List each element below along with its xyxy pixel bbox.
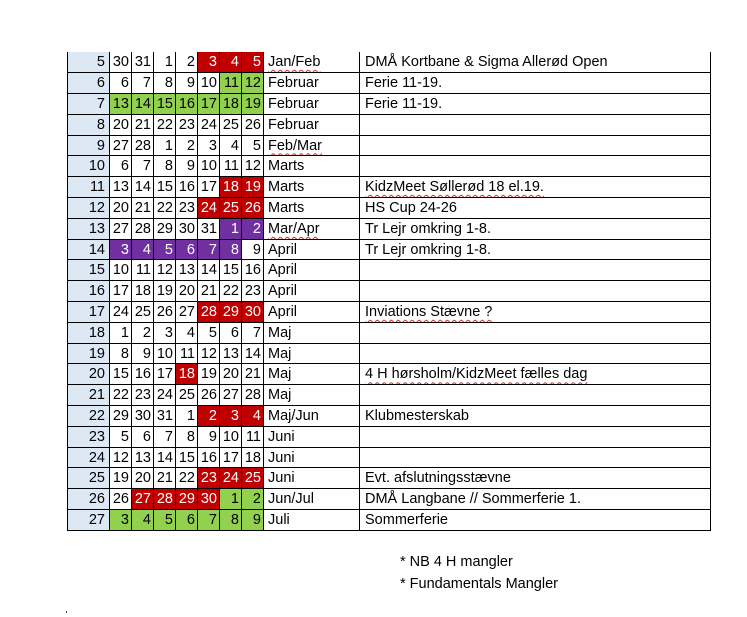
event-cell [360, 52, 711, 73]
notes [400, 552, 558, 595]
month-label: Juli [268, 511, 290, 528]
event-cell [360, 114, 711, 135]
week-number-cell: 12 [68, 198, 110, 219]
week-number-cell: 6 [68, 73, 110, 94]
day-cell: 12 [154, 260, 176, 281]
day-cell: 27 [132, 489, 154, 510]
month-cell [264, 94, 360, 115]
day-cell: 21 [132, 198, 154, 219]
day-cell: 10 [198, 156, 220, 177]
event-cell [360, 218, 711, 239]
month-cell [264, 343, 360, 364]
week-row [68, 260, 711, 281]
month-label: Maj [268, 324, 292, 341]
day-cell: 29 [176, 489, 198, 510]
month-cell [264, 260, 360, 281]
month-label: Februar [268, 75, 319, 92]
day-cell: 1 [220, 489, 242, 510]
month-cell [264, 177, 360, 198]
day-cell: 19 [198, 364, 220, 385]
day-cell: 24 [154, 385, 176, 406]
day-cell: 23 [132, 385, 154, 406]
day-cell: 20 [110, 114, 132, 135]
day-cell: 2 [132, 322, 154, 343]
day-cell: 7 [132, 156, 154, 177]
day-cell: 7 [154, 426, 176, 447]
event-cell [360, 281, 711, 302]
week-number-cell: 20 [68, 364, 110, 385]
day-cell: 29 [110, 406, 132, 427]
day-cell: 15 [154, 94, 176, 115]
day-cell: 6 [220, 322, 242, 343]
event-cell [360, 343, 711, 364]
day-cell: 11 [132, 260, 154, 281]
day-cell: 14 [154, 447, 176, 468]
week-number-cell: 25 [68, 468, 110, 489]
day-cell: 3 [110, 510, 132, 531]
event-cell [360, 135, 711, 156]
event-cell [360, 177, 711, 198]
event-cell [360, 406, 711, 427]
day-cell: 18 [242, 447, 264, 468]
day-cell: 20 [176, 281, 198, 302]
day-cell: 9 [242, 239, 264, 260]
day-cell: 22 [110, 385, 132, 406]
week-number-cell: 5 [68, 52, 110, 73]
month-cell [264, 426, 360, 447]
day-cell: 19 [242, 94, 264, 115]
day-cell: 27 [110, 218, 132, 239]
day-cell: 22 [176, 468, 198, 489]
day-cell: 23 [176, 198, 198, 219]
day-cell: 14 [132, 177, 154, 198]
day-cell: 3 [154, 322, 176, 343]
day-cell: 1 [110, 322, 132, 343]
day-cell: 4 [220, 135, 242, 156]
week-row [68, 510, 711, 531]
day-cell: 1 [154, 135, 176, 156]
day-cell: 8 [220, 510, 242, 531]
week-row [68, 426, 711, 447]
week-number-cell: 9 [68, 135, 110, 156]
week-number-cell: 8 [68, 114, 110, 135]
day-cell: 9 [176, 156, 198, 177]
day-cell: 22 [220, 281, 242, 302]
month-label: Maj [268, 345, 292, 362]
day-cell: 31 [198, 218, 220, 239]
day-cell: 6 [110, 156, 132, 177]
day-cell: 17 [154, 364, 176, 385]
event-cell [360, 94, 711, 115]
day-cell: 3 [110, 239, 132, 260]
week-row [68, 364, 711, 385]
day-cell: 15 [154, 177, 176, 198]
day-cell: 17 [220, 447, 242, 468]
day-cell: 29 [154, 218, 176, 239]
day-cell: 10 [198, 73, 220, 94]
day-cell: 8 [154, 156, 176, 177]
event-label: Ferie 11-19. [365, 75, 443, 92]
week-row [68, 385, 711, 406]
event-label: Tr Lejr omkring 1-8. [365, 220, 491, 237]
day-cell: 25 [220, 198, 242, 219]
day-cell: 1 [154, 52, 176, 73]
day-cell: 12 [242, 156, 264, 177]
week-row [68, 343, 711, 364]
week-number-cell: 18 [68, 322, 110, 343]
event-label: Ferie 11-19. [365, 95, 443, 112]
day-cell: 28 [132, 218, 154, 239]
month-label: Juni [268, 449, 295, 466]
day-cell: 16 [176, 177, 198, 198]
week-number-cell: 10 [68, 156, 110, 177]
week-row [68, 302, 711, 323]
day-cell: 18 [220, 177, 242, 198]
month-cell [264, 218, 360, 239]
day-cell: 2 [242, 218, 264, 239]
week-number-cell: 27 [68, 510, 110, 531]
event-cell [360, 510, 711, 531]
day-cell: 30 [132, 406, 154, 427]
event-label: 4 H hørsholm/KidzMeet fælles dag [365, 366, 588, 383]
day-cell: 11 [242, 426, 264, 447]
month-cell [264, 447, 360, 468]
day-cell: 31 [154, 406, 176, 427]
month-label: Juni [268, 470, 295, 487]
day-cell: 24 [110, 302, 132, 323]
week-row [68, 94, 711, 115]
month-label: April [268, 262, 298, 279]
day-cell: 5 [110, 426, 132, 447]
month-label: Maj [268, 387, 292, 404]
day-cell: 9 [198, 426, 220, 447]
day-cell: 3 [220, 406, 242, 427]
month-label: Marts [268, 179, 305, 196]
day-cell: 2 [176, 135, 198, 156]
event-cell [360, 364, 711, 385]
event-cell [360, 385, 711, 406]
week-number-cell: 15 [68, 260, 110, 281]
day-cell: 7 [242, 322, 264, 343]
day-cell: 4 [220, 52, 242, 73]
day-cell: 11 [220, 156, 242, 177]
day-cell: 9 [132, 343, 154, 364]
day-cell: 4 [242, 406, 264, 427]
week-row [68, 135, 711, 156]
week-row [68, 489, 711, 510]
event-label: Tr Lejr omkring 1-8. [365, 241, 491, 258]
month-cell [264, 156, 360, 177]
day-cell: 7 [198, 239, 220, 260]
day-cell: 21 [154, 468, 176, 489]
week-row [68, 468, 711, 489]
month-cell [264, 510, 360, 531]
day-cell: 6 [176, 510, 198, 531]
day-cell: 13 [110, 94, 132, 115]
event-cell [360, 302, 711, 323]
day-cell: 31 [132, 52, 154, 73]
day-cell: 17 [198, 177, 220, 198]
week-row [68, 218, 711, 239]
month-label: Jun/Jul [268, 491, 314, 508]
day-cell: 26 [242, 198, 264, 219]
day-cell: 10 [154, 343, 176, 364]
week-row [68, 177, 711, 198]
month-cell [264, 73, 360, 94]
day-cell: 30 [110, 52, 132, 73]
day-cell: 1 [220, 218, 242, 239]
month-label: Feb/Mar [268, 137, 322, 154]
day-cell: 28 [198, 302, 220, 323]
day-cell: 26 [198, 385, 220, 406]
day-cell: 12 [242, 73, 264, 94]
month-cell [264, 302, 360, 323]
day-cell: 19 [154, 281, 176, 302]
day-cell: 19 [242, 177, 264, 198]
event-label: DMÅ Kortbane & Sigma Allerød Open [365, 54, 608, 71]
month-label: Jan/Feb [268, 54, 321, 71]
day-cell: 12 [198, 343, 220, 364]
day-cell: 25 [220, 114, 242, 135]
month-label: Maj [268, 366, 292, 383]
day-cell: 27 [110, 135, 132, 156]
day-cell: 4 [176, 322, 198, 343]
day-cell: 24 [220, 468, 242, 489]
day-cell: 26 [110, 489, 132, 510]
day-cell: 16 [198, 447, 220, 468]
month-cell [264, 52, 360, 73]
day-cell: 8 [154, 73, 176, 94]
week-number-cell: 11 [68, 177, 110, 198]
day-cell: 8 [176, 426, 198, 447]
day-cell: 25 [132, 302, 154, 323]
day-cell: 13 [220, 343, 242, 364]
event-cell [360, 468, 711, 489]
week-row [68, 239, 711, 260]
month-label: Marts [268, 158, 305, 175]
day-cell: 6 [176, 239, 198, 260]
day-cell: 28 [154, 489, 176, 510]
week-number-cell: 16 [68, 281, 110, 302]
week-row [68, 281, 711, 302]
day-cell: 29 [220, 302, 242, 323]
day-cell: 4 [132, 239, 154, 260]
day-cell: 4 [132, 510, 154, 531]
day-cell: 5 [242, 135, 264, 156]
day-cell: 25 [242, 468, 264, 489]
event-cell [360, 198, 711, 219]
month-label: Maj/Jun [268, 407, 319, 424]
day-cell: 28 [242, 385, 264, 406]
day-cell: 21 [242, 364, 264, 385]
day-cell: 27 [176, 302, 198, 323]
day-cell: 20 [220, 364, 242, 385]
day-cell: 23 [242, 281, 264, 302]
week-number-cell: 21 [68, 385, 110, 406]
week-number-cell: 14 [68, 239, 110, 260]
event-cell [360, 322, 711, 343]
day-cell: 5 [154, 239, 176, 260]
day-cell: 14 [242, 343, 264, 364]
event-cell [360, 239, 711, 260]
day-cell: 12 [110, 447, 132, 468]
day-cell: 6 [110, 73, 132, 94]
day-cell: 5 [242, 52, 264, 73]
month-cell [264, 135, 360, 156]
day-cell: 8 [220, 239, 242, 260]
day-cell: 23 [176, 114, 198, 135]
day-cell: 2 [198, 406, 220, 427]
day-cell: 24 [198, 198, 220, 219]
day-cell: 16 [132, 364, 154, 385]
month-cell [264, 364, 360, 385]
day-cell: 19 [110, 468, 132, 489]
day-cell: 18 [176, 364, 198, 385]
day-cell: 17 [198, 94, 220, 115]
week-row [68, 198, 711, 219]
event-label: Evt. afslutningsstævne [365, 470, 511, 487]
day-cell: 2 [242, 489, 264, 510]
day-cell: 1 [176, 406, 198, 427]
week-row [68, 73, 711, 94]
week-number-cell: 24 [68, 447, 110, 468]
event-label: Sommerferie [365, 511, 448, 528]
event-cell [360, 447, 711, 468]
day-cell: 30 [242, 302, 264, 323]
day-cell: 13 [110, 177, 132, 198]
month-label: Februar [268, 116, 319, 133]
week-number-cell: 13 [68, 218, 110, 239]
season-calendar-table [67, 52, 711, 531]
week-number-cell: 26 [68, 489, 110, 510]
day-cell: 13 [132, 447, 154, 468]
day-cell: 10 [110, 260, 132, 281]
day-cell: 15 [110, 364, 132, 385]
day-cell: 7 [132, 73, 154, 94]
event-cell [360, 489, 711, 510]
day-cell: 16 [242, 260, 264, 281]
month-label: April [268, 283, 298, 300]
day-cell: 26 [154, 302, 176, 323]
day-cell: 21 [198, 281, 220, 302]
day-cell: 17 [110, 281, 132, 302]
month-label: April [268, 241, 298, 258]
day-cell: 11 [176, 343, 198, 364]
week-number-cell: 23 [68, 426, 110, 447]
day-cell: 5 [198, 322, 220, 343]
day-cell: 5 [154, 510, 176, 531]
event-cell [360, 73, 711, 94]
note-line: * NB 4 H mangler [400, 554, 513, 570]
day-cell: 27 [220, 385, 242, 406]
month-cell [264, 198, 360, 219]
week-row [68, 447, 711, 468]
week-row [68, 406, 711, 427]
day-cell: 20 [110, 198, 132, 219]
month-cell [264, 468, 360, 489]
day-cell: 10 [220, 426, 242, 447]
day-cell: 6 [132, 426, 154, 447]
event-label: Inviations Stævne ? [365, 303, 493, 320]
event-label: KidzMeet Søllerød 18 el.19. [365, 179, 544, 196]
event-cell [360, 156, 711, 177]
day-cell: 14 [132, 94, 154, 115]
month-label: Juni [268, 428, 295, 445]
month-cell [264, 489, 360, 510]
day-cell: 18 [132, 281, 154, 302]
day-cell: 22 [154, 198, 176, 219]
day-cell: 11 [220, 73, 242, 94]
day-cell: 18 [220, 94, 242, 115]
day-cell: 16 [176, 94, 198, 115]
day-cell: 26 [242, 114, 264, 135]
week-number-cell: 19 [68, 343, 110, 364]
day-cell: 28 [132, 135, 154, 156]
day-cell: 9 [242, 510, 264, 531]
day-cell: 15 [220, 260, 242, 281]
month-label: April [268, 303, 298, 320]
day-cell: 25 [176, 385, 198, 406]
week-number-cell: 22 [68, 406, 110, 427]
week-number-cell: 17 [68, 302, 110, 323]
day-cell: 14 [198, 260, 220, 281]
month-cell [264, 385, 360, 406]
day-cell: 3 [198, 135, 220, 156]
day-cell: 22 [154, 114, 176, 135]
week-row [68, 322, 711, 343]
month-label: Marts [268, 199, 305, 216]
day-cell: 13 [176, 260, 198, 281]
month-cell [264, 322, 360, 343]
month-cell [264, 281, 360, 302]
calendar-body [68, 52, 711, 530]
event-label: HS Cup 24-26 [365, 199, 457, 216]
note-line: * Fundamentals Mangler [400, 575, 558, 592]
month-cell [264, 114, 360, 135]
event-cell [360, 260, 711, 281]
week-row [68, 52, 711, 73]
month-cell [264, 406, 360, 427]
week-number-cell: 7 [68, 94, 110, 115]
day-cell: 23 [198, 468, 220, 489]
day-cell: 15 [176, 447, 198, 468]
day-cell: 2 [176, 52, 198, 73]
event-label: DMÅ Langbane // Sommerferie 1. [365, 491, 581, 508]
stray-mark [66, 611, 67, 613]
week-row [68, 156, 711, 177]
event-label: Klubmesterskab [365, 407, 469, 424]
day-cell: 30 [176, 218, 198, 239]
day-cell: 7 [198, 510, 220, 531]
event-cell [360, 426, 711, 447]
month-cell [264, 239, 360, 260]
day-cell: 9 [176, 73, 198, 94]
day-cell: 20 [132, 468, 154, 489]
month-label: Mar/Apr [268, 220, 320, 237]
day-cell: 3 [198, 52, 220, 73]
month-label: Februar [268, 95, 319, 112]
day-cell: 30 [198, 489, 220, 510]
day-cell: 24 [198, 114, 220, 135]
day-cell: 8 [110, 343, 132, 364]
day-cell: 21 [132, 114, 154, 135]
week-row [68, 114, 711, 135]
